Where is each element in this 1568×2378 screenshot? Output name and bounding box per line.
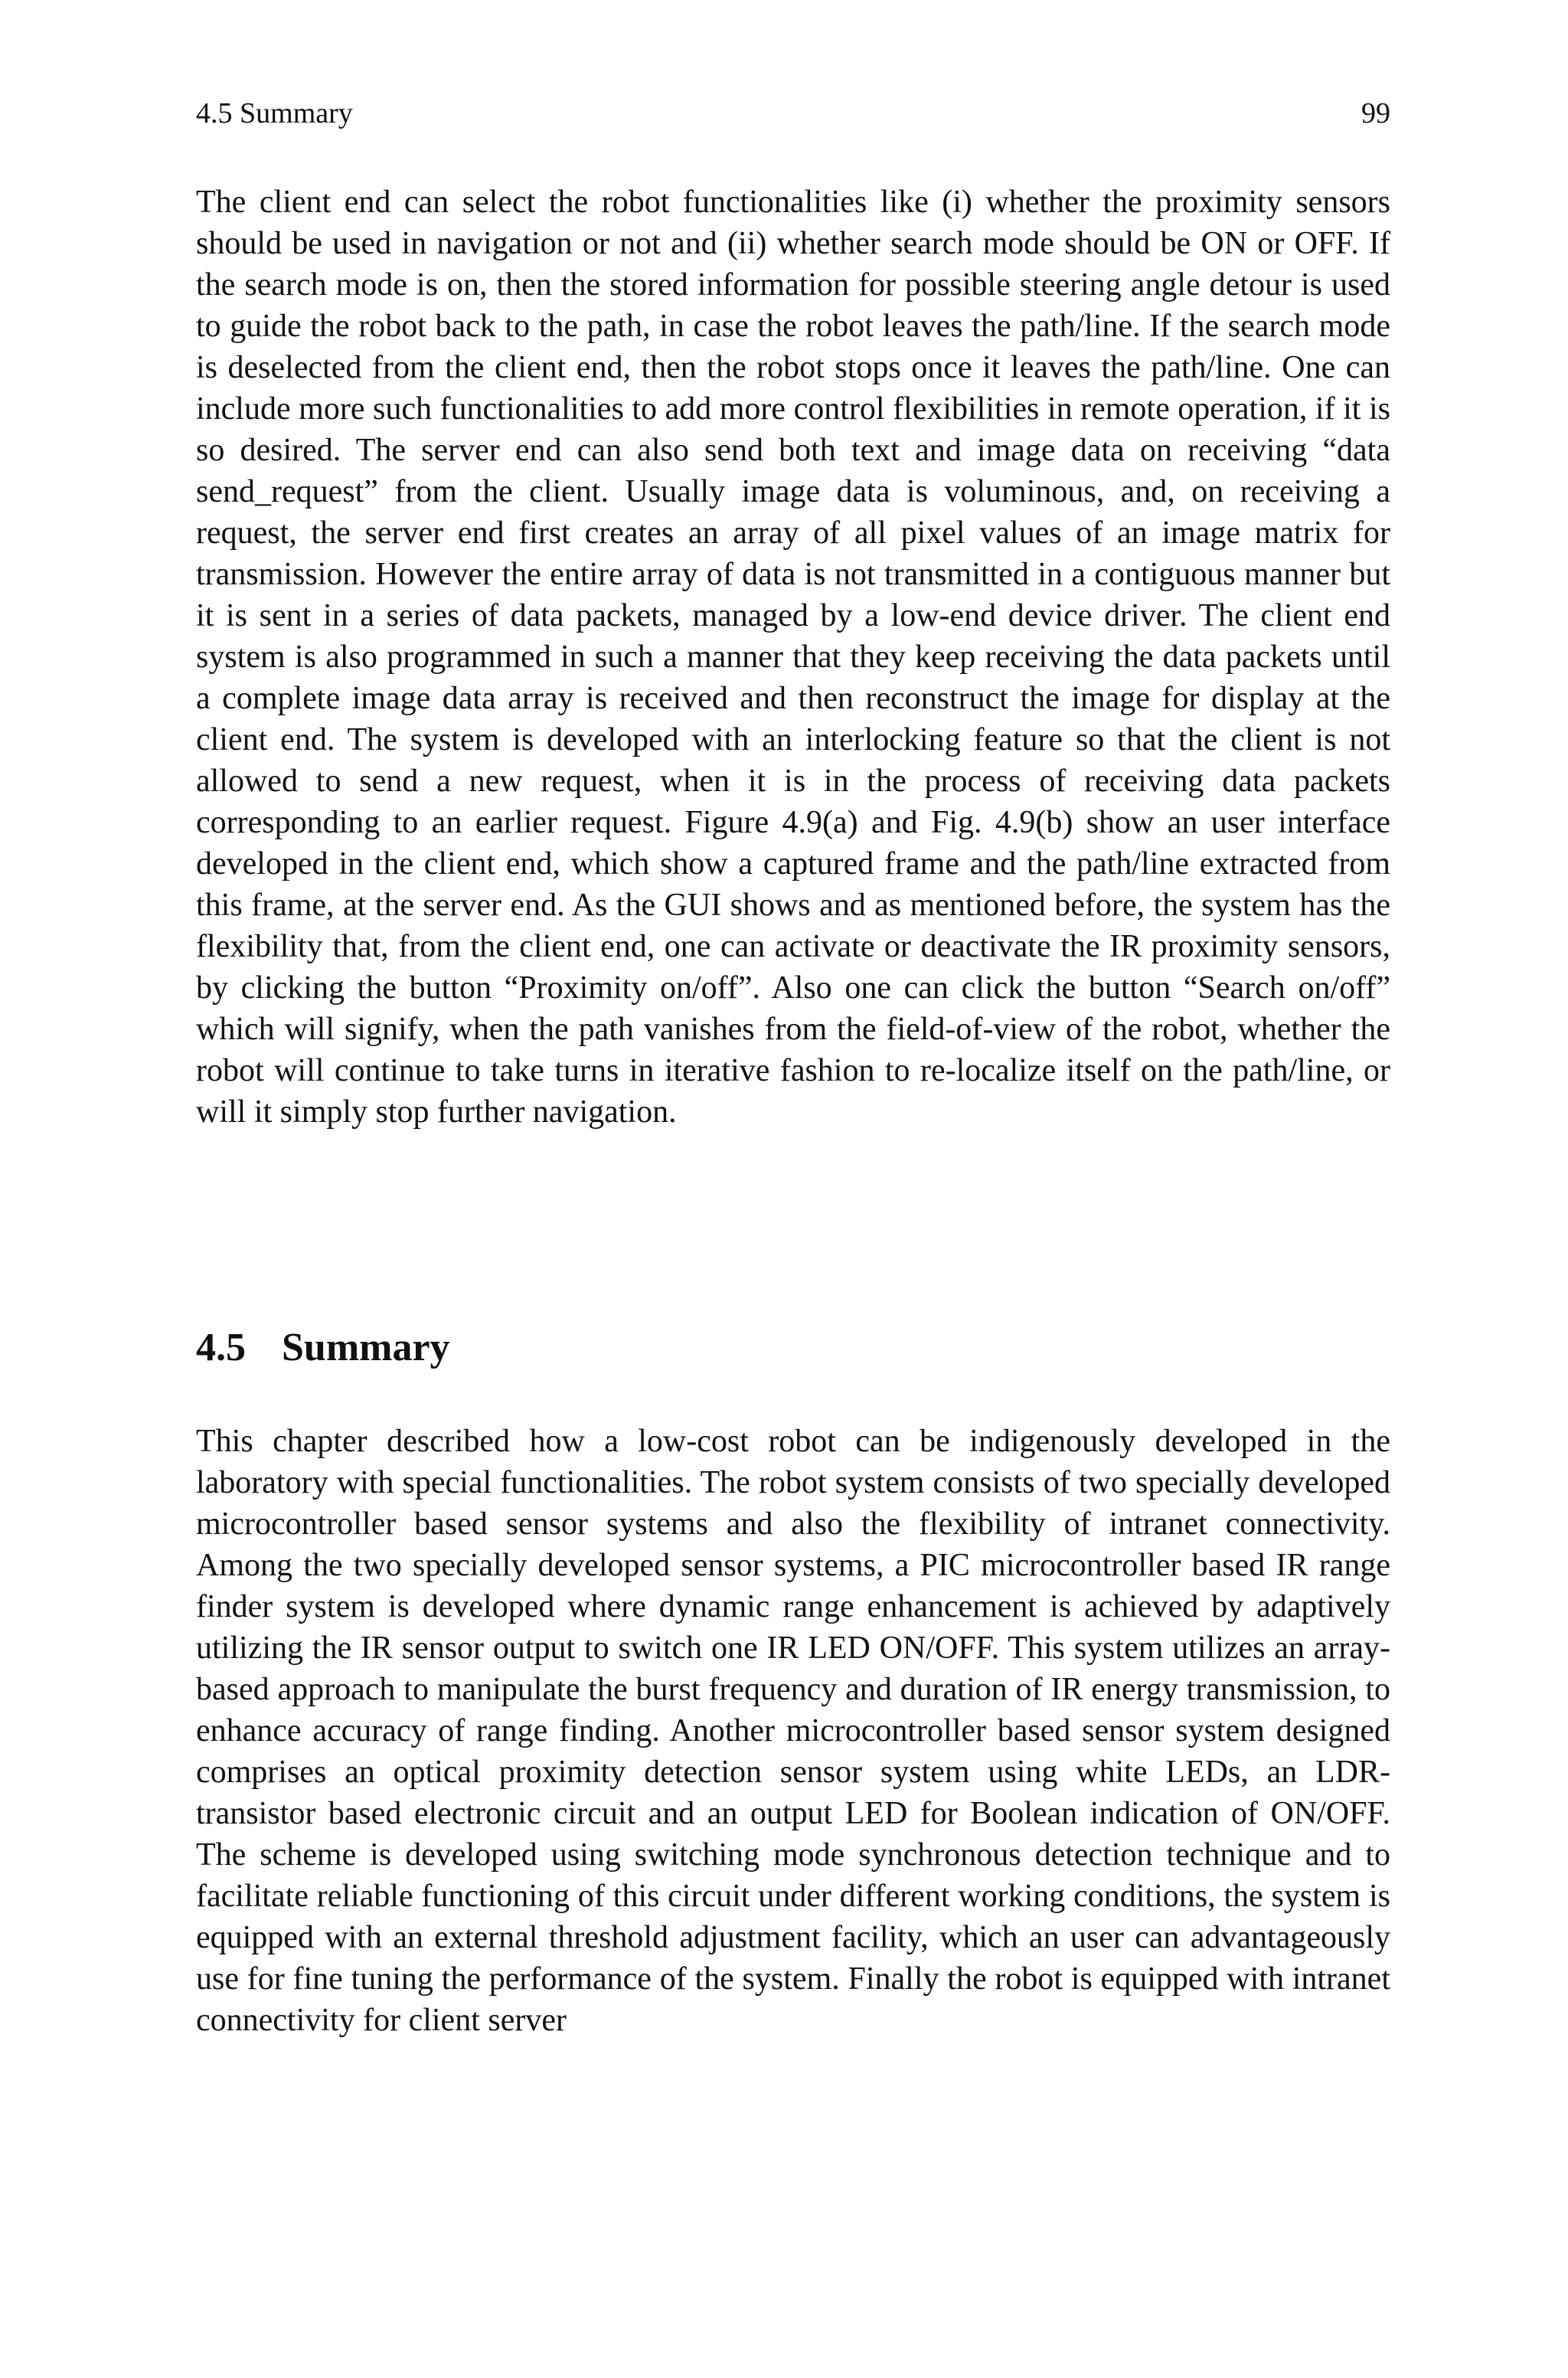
running-head [196, 90, 1390, 136]
body-paragraph-summary: This chapter described how a low-cost robot can be indigenously developed in the laboratory with special functionalities. The robot system consists of two specially developed microcontroller based sensor systems and also the flexibility of intranet connectivity. Among the two specially developed sensor systems, a PIC microcontroller based IR range finder system is developed where dynamic range enhancement is achieved by adaptively utilizing the IR sensor output to switch one IR LED ON/OFF. This system utilizes an array-based approach to manipulate the burst frequency and duration of IR energy transmission, to enhance accuracy of range finding. Another microcontroller based sensor system designed comprises an optical proximity detection sensor system using white LEDs, an LDR-transistor based electronic circuit and an output LED for Boolean indication of ON/OFF. The scheme is developed using switching mode synchronous detection technique and to facilitate reliable functioning of this circuit under different working conditions, the system is equipped with an external threshold adjustment facility, which an user can advantageously use for fine tuning the performance of the system. Finally the robot is equipped with intranet connectivity for client server [196, 1424, 1390, 2038]
body-paragraph-client-end: The client end can select the robot functionalities like (i) whether the proximity sensors should be used in navigation or not and (ii) whether search mode should be ON or OFF. If the search mode is on, then the stored information for possible steering angle detour is used to guide the robot back to the path, in case the robot leaves the path/line. If the search mode is deselected from the client end, then the robot stops once it leaves the path/line. One can include more such functionalities to add more control flexibilities in remote operation, if it is so desired. The server end can also send both text and image data on receiving “data send_request” from the client. Usually image data is voluminous, and, on receiving a request, the server end first creates an array of all pixel values of an image matrix for transmission. However the entire array of data is not transmitted in a contiguous manner but it is sent in a series of data packets, managed by a low-end device driver. The client end system is also programmed in such a manner that they keep receiving the data packets until a complete image data array is received and then reconstruct the image for display at the client end. The system is developed with an interlocking feature so that the client is not allowed to send a new request, when it is in the process of receiving data packets corresponding to an earlier request. Figure 4.9(a) and Fig. 4.9(b) show an user interface developed in the client end, which show a captured frame and the path/line extracted from this frame, at the server end. As the GUI shows and as mentioned before, the system has the flexibility that, from the client end, one can activate or deactivate the IR proximity sensors, by clicking the button “Proximity on/off”. Also one can click the button “Search on/off” which will signify, when the path vanishes from the field-of-view of the robot, whether the robot will continue to take turns in iterative fashion to re-localize itself on the path/line, or will it simply stop further navigation. [196, 185, 1390, 1130]
page-number: 99 [1361, 97, 1390, 129]
section-heading-number: 4.5 [196, 1326, 246, 1369]
running-head-section: 4.5 Summary [196, 97, 353, 129]
section-heading [196, 1323, 1390, 1372]
section-heading-title: Summary [282, 1326, 450, 1369]
